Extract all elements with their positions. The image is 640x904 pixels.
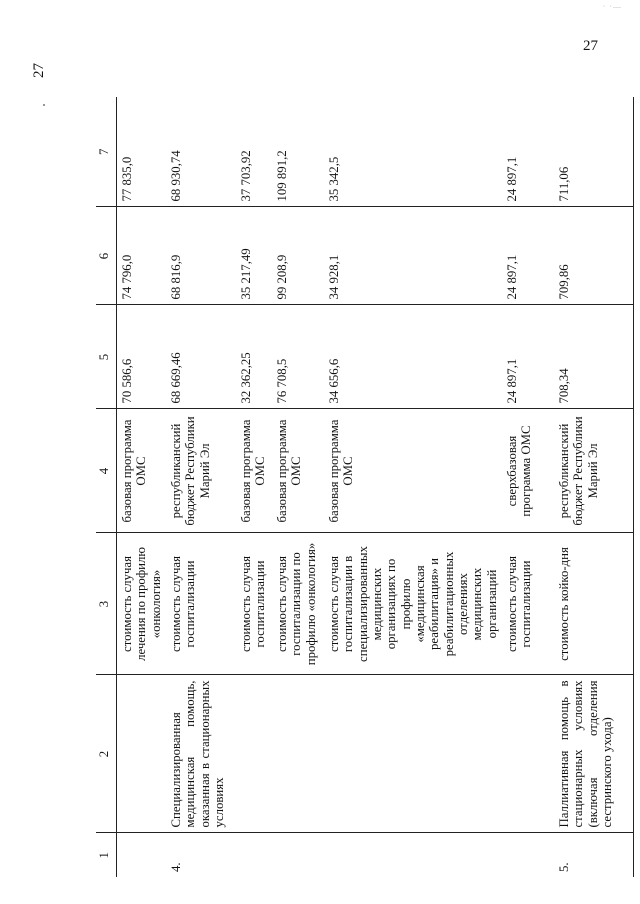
funding-source: сверхбазовая программа ОМС	[502, 409, 554, 533]
page-number: 27	[583, 38, 598, 54]
col-header-5: 5	[96, 305, 117, 409]
cost-unit: стоимость случая госпитализации	[166, 533, 236, 675]
value-col7: 711,06	[554, 97, 634, 207]
value-col6: 99 208,9	[272, 207, 324, 305]
value-col5: 76 708,5	[272, 305, 324, 409]
funding-source: базовая программа ОМС	[117, 409, 166, 533]
col-header-7: 7	[96, 97, 117, 207]
value-col5: 32 362,25	[236, 305, 272, 409]
funding-source: базовая программа ОМС	[236, 409, 272, 533]
care-type	[324, 675, 502, 833]
col-header-3: 3	[96, 533, 117, 675]
funding-source: республиканский бюджет Республики Марий Эл	[166, 409, 236, 533]
value-col6: 68 816,9	[166, 207, 236, 305]
table-row	[324, 97, 502, 877]
rotated-table-container	[96, 97, 614, 877]
value-col7: 68 930,74	[166, 97, 236, 207]
col-header-6: 6	[96, 207, 117, 305]
cost-unit: стоимость случая госпитализации в специализированных медицинских организациях по профилю «медицинская реабилитация» и реабилитационных отделениях медицинских организаций	[324, 533, 502, 675]
table-row	[272, 97, 324, 877]
value-col5: 24 897,1	[502, 305, 554, 409]
page-number-rotated: 27	[31, 63, 47, 78]
value-col7: 35 342,5	[324, 97, 502, 207]
value-col6: 24 897,1	[502, 207, 554, 305]
col-header-2: 2	[96, 675, 117, 833]
value-col5: 68 669,46	[166, 305, 236, 409]
value-col7: 77 835,0	[117, 97, 166, 207]
cost-unit: стоимость случая госпитализации по профилю «онкология»	[272, 533, 324, 675]
value-col7: 37 703,92	[236, 97, 272, 207]
value-col5: 34 656,6	[324, 305, 502, 409]
cost-unit: стоимость случая лечения по профилю «онкология»	[117, 533, 166, 675]
funding-source: базовая программа ОМС	[272, 409, 324, 533]
value-col7: 109 891,2	[272, 97, 324, 207]
col-header-1: 1	[96, 833, 117, 877]
cost-unit: стоимость случая госпитализации	[236, 533, 272, 675]
row-number	[324, 833, 502, 877]
value-col5: 70 586,6	[117, 305, 166, 409]
scan-corner-mark: · ·—	[602, 2, 622, 11]
care-type: Специализированная медицинская помощь, оказанная в стационарных условиях	[166, 675, 236, 833]
col-header-4: 4	[96, 409, 117, 533]
table-row	[117, 97, 166, 877]
row-number	[272, 833, 324, 877]
care-type	[272, 675, 324, 833]
table-row	[502, 97, 554, 877]
table-row	[236, 97, 272, 877]
care-type	[502, 675, 554, 833]
value-col6: 34 928,1	[324, 207, 502, 305]
value-col7: 24 897,1	[502, 97, 554, 207]
funding-source: республиканский бюджет Республики Марий Эл	[554, 409, 634, 533]
row-number: 4.	[168, 862, 183, 872]
value-col6: 709,86	[554, 207, 634, 305]
care-type	[117, 675, 166, 833]
scan-dot	[43, 104, 45, 106]
funding-source: базовая программа ОМС	[324, 409, 502, 533]
value-col5: 708,34	[554, 305, 634, 409]
row-number	[117, 833, 166, 877]
table-row	[554, 97, 634, 877]
table-header-row	[96, 97, 117, 877]
row-number	[502, 833, 554, 877]
row-number	[236, 833, 272, 877]
row-number: 5.	[554, 833, 634, 877]
value-col6: 35 217,49	[236, 207, 272, 305]
cost-unit: стоимость койко-дня	[554, 533, 634, 675]
cost-unit: стоимость случая госпитализации	[502, 533, 554, 675]
care-type	[236, 675, 272, 833]
value-col6: 74 796,0	[117, 207, 166, 305]
care-type: Паллиативная помощь в стационарных условиях (включая отделения сестринского ухода)	[554, 675, 634, 833]
tariff-table	[96, 97, 634, 877]
table-row	[166, 97, 236, 877]
